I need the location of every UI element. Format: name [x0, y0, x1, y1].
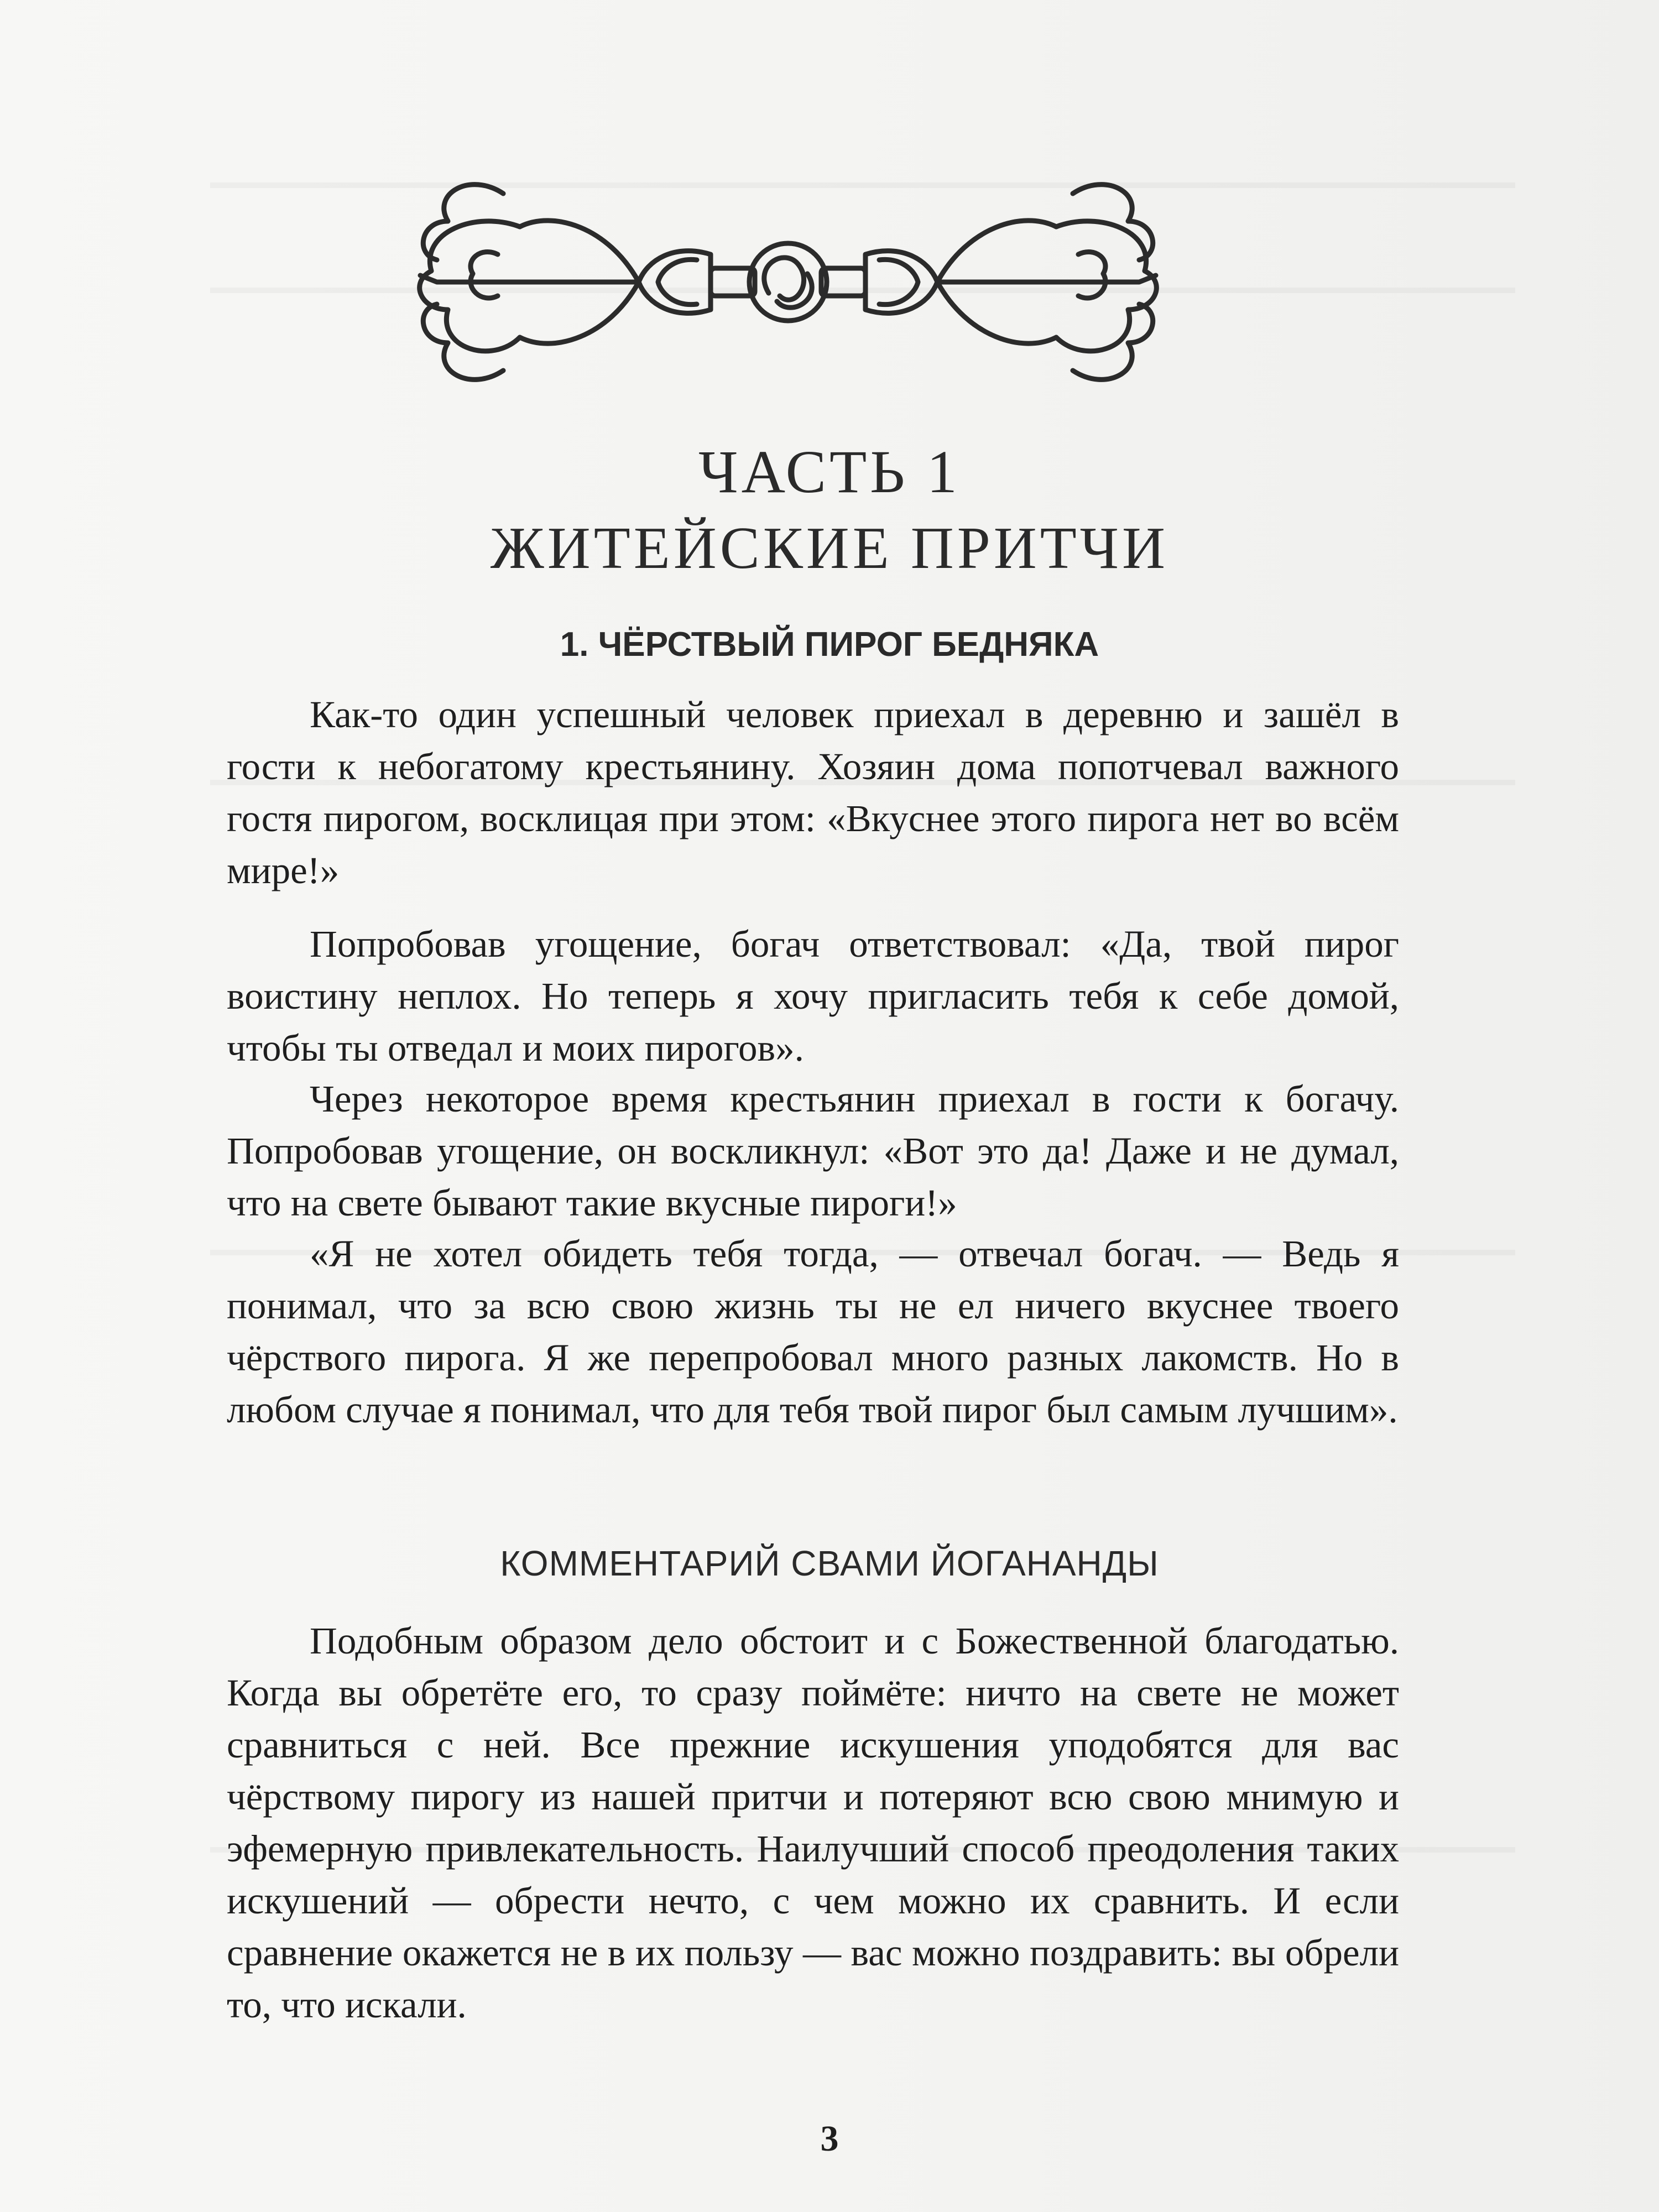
paragraph-text: «Я не хотел обидеть тебя тогда, — отвечал богач. — Ведь я понимал, что за всю свою жизнь ты не ел ничего вкуснее твоего чёрствого пирога. Я же перепробовал много разных лакомств. Но в любом случае я понимал, что для тебя твой пирог был самым лучшим». [227, 1233, 1399, 1431]
part-number: ЧАСТЬ 1 [698, 438, 961, 505]
paragraph-text: Через некоторое время крестьянин приехал в гости к богачу. Попробовав угощение, он воскликнул: «Вот это да! Даже и не думал, что на свете бывают такие вкусные пироги!» [227, 1078, 1399, 1224]
paragraph-text: Подобным образом дело обстоит и с Божественной благодатью. Когда вы обретёте его, то сразу поймёте: ничто на свете не может сравниться с ней. Все прежние искушения уподобятся для вас чёрствому пирогу из нашей притчи и потеряют всю свою мнимую и эфемерную привлекательность. Наилучший способ преодоления таких искушений — обрести нечто, с чем можно их сравнить. И если сравнение окажется не в их пользу — вас можно поздравить: вы обрели то, что искали. [227, 1620, 1399, 2026]
story-paragraph [227, 688, 1399, 896]
story-title: 1. ЧЁРСТВЫЙ ПИРОГ БЕДНЯКА [560, 625, 1099, 664]
story-paragraph [227, 1228, 1399, 1436]
part-title: ЖИТЕЙСКИЕ ПРИТЧИ [491, 515, 1168, 581]
commentary-title: КОММЕНТАРИЙ СВАМИ ЙОГАНАНДЫ [500, 1543, 1159, 1583]
page-number: 3 [820, 2119, 839, 2159]
vajra-ornament-icon [387, 127, 1189, 437]
paragraph-text: Попробовав угощение, богач ответствовал: «Да, твой пирог воистину неплох. Но теперь я хочу пригласить тебя к себе домой, чтобы ты отведал и моих пирогов». [227, 923, 1399, 1069]
story-paragraph [227, 918, 1399, 1074]
story-paragraph [227, 1073, 1399, 1229]
commentary-paragraph [227, 1615, 1399, 2031]
paragraph-text: Как-то один успешный человек приехал в деревню и зашёл в гости к небогатому крестьянину. Хозяин дома попотчевал важного гостя пирогом, восклицая при этом: «Вкуснее этого пирога нет во всём мире!» [227, 693, 1399, 891]
